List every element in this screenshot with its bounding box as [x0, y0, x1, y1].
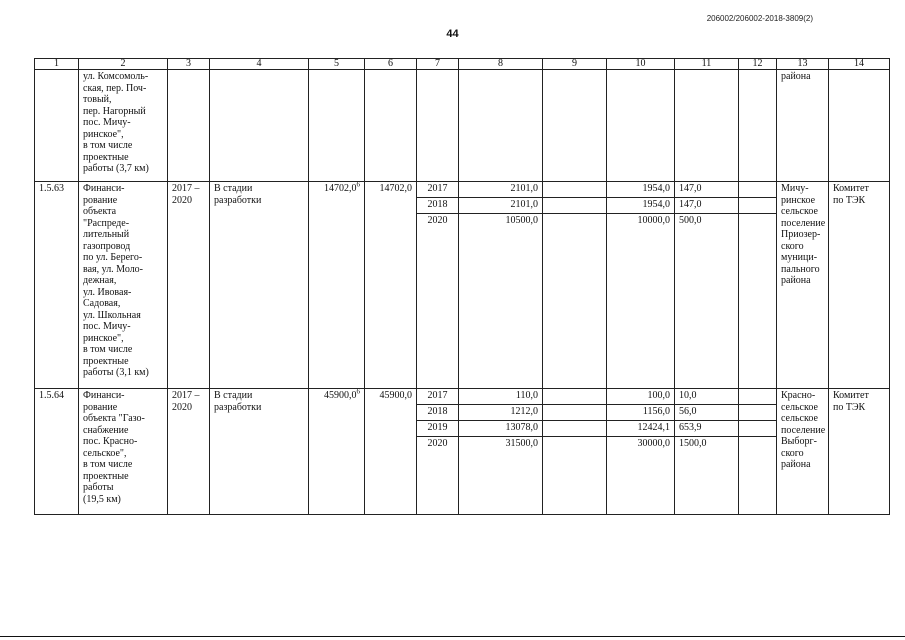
table-row: [35, 182, 890, 198]
cost-cell: 14702,0: [365, 182, 417, 389]
local-budget-cell: 147,0: [675, 182, 739, 198]
cell-empty: [543, 198, 607, 214]
column-header: 8: [459, 59, 543, 70]
column-header: 6: [365, 59, 417, 70]
year-cell: 2018: [417, 198, 459, 214]
column-header: 13: [777, 59, 829, 70]
program-table: [34, 58, 890, 515]
regional-budget-cell: 1156,0: [607, 405, 675, 421]
amount-cell: 31500,0: [459, 437, 543, 515]
cell-empty: [607, 70, 675, 182]
regional-budget-cell: 10000,0: [607, 214, 675, 389]
year-cell: 2019: [417, 421, 459, 437]
column-header: 5: [309, 59, 365, 70]
year-cell: 2017: [417, 389, 459, 405]
object-name-cell: ул. Комсомоль- ская, пер. Поч- товый, пер. Нагорный пос. Мичу- ринское", в том числе проектные работы (3,7 км): [79, 70, 168, 182]
status-cell: В стадии разработки: [210, 182, 309, 389]
regional-budget-cell: 1954,0: [607, 198, 675, 214]
cell-empty: [739, 70, 777, 182]
responsible-cell: Комитет по ТЭК: [829, 182, 890, 389]
object-name-cell: Финанси- рование объекта "Распреде- лительный газопровод по ул. Берего- вая, ул. Моло- дежная, ул. Ивовая- Садовая, ул. Школьная пос. Мичу- ринское", в том числе проектные работы (3,1 км): [79, 182, 168, 389]
amount-cell: 110,0: [459, 389, 543, 405]
cell-empty: [543, 214, 607, 389]
row-id-cell: 1.5.64: [35, 389, 79, 515]
cell-empty: [543, 389, 607, 405]
status-cell: В стадии разработки: [210, 389, 309, 515]
local-budget-cell: 500,0: [675, 214, 739, 389]
column-header: 11: [675, 59, 739, 70]
amount-cell: 13078,0: [459, 421, 543, 437]
cell-empty: [543, 182, 607, 198]
amount-cell: 2101,0: [459, 198, 543, 214]
local-budget-cell: 653,9: [675, 421, 739, 437]
total-cost-value: 14702,0: [324, 183, 357, 194]
object-name-cell: Финанси- рование объекта "Газо- снабжение пос. Красно- сельское", в том числе проектные работы (19,5 км): [79, 389, 168, 515]
responsible-cell: Комитет по ТЭК: [829, 389, 890, 515]
period-cell: 2017 – 2020: [168, 389, 210, 515]
scan-edge-line: [0, 636, 905, 637]
cell-empty: [210, 70, 309, 182]
column-header: 4: [210, 59, 309, 70]
cell-empty: [675, 70, 739, 182]
cell-empty: [309, 70, 365, 182]
column-header: 12: [739, 59, 777, 70]
regional-budget-cell: 1954,0: [607, 182, 675, 198]
cell-empty: [168, 70, 210, 182]
local-budget-cell: 56,0: [675, 405, 739, 421]
cell-empty: [543, 437, 607, 515]
cell-empty: [739, 437, 777, 515]
table-row: [35, 389, 890, 405]
footnote-mark: 6: [356, 388, 360, 396]
column-header: 3: [168, 59, 210, 70]
executor-cell: района: [777, 70, 829, 182]
executor-cell: Красно- сельское сельское поселение Выборг- ского района: [777, 389, 829, 515]
cell-empty: [543, 421, 607, 437]
regional-budget-cell: 100,0: [607, 389, 675, 405]
document-id: 206002/206002-2018-3809(2): [706, 14, 813, 23]
year-cell: 2020: [417, 214, 459, 389]
cell-empty: [459, 70, 543, 182]
year-cell: 2017: [417, 182, 459, 198]
continuation-row: [35, 70, 890, 182]
column-header: 10: [607, 59, 675, 70]
column-header: 1: [35, 59, 79, 70]
total-cost-cell: [309, 182, 365, 389]
column-header: 7: [417, 59, 459, 70]
amount-cell: 2101,0: [459, 182, 543, 198]
amount-cell: 1212,0: [459, 405, 543, 421]
cell-empty: [543, 405, 607, 421]
cell-empty: [35, 70, 79, 182]
amount-cell: 10500,0: [459, 214, 543, 389]
total-cost-value: 45900,0: [324, 390, 357, 401]
page-number: 44: [446, 28, 459, 40]
executor-cell: Мичу- ринское сельское поселение Приозер- ского муници- пального района: [777, 182, 829, 389]
cost-cell: 45900,0: [365, 389, 417, 515]
cell-empty: [739, 405, 777, 421]
local-budget-cell: 1500,0: [675, 437, 739, 515]
cell-empty: [739, 198, 777, 214]
footnote-mark: 6: [356, 181, 360, 189]
period-cell: 2017 – 2020: [168, 182, 210, 389]
cell-empty: [739, 389, 777, 405]
column-header: 9: [543, 59, 607, 70]
column-header: 14: [829, 59, 890, 70]
local-budget-cell: 10,0: [675, 389, 739, 405]
regional-budget-cell: 30000,0: [607, 437, 675, 515]
local-budget-cell: 147,0: [675, 198, 739, 214]
cell-empty: [543, 70, 607, 182]
year-cell: 2020: [417, 437, 459, 515]
row-id-cell: 1.5.63: [35, 182, 79, 389]
column-number-row: [35, 59, 890, 70]
regional-budget-cell: 12424,1: [607, 421, 675, 437]
cell-empty: [739, 214, 777, 389]
cell-empty: [829, 70, 890, 182]
cell-empty: [365, 70, 417, 182]
column-header: 2: [79, 59, 168, 70]
cell-empty: [739, 182, 777, 198]
year-cell: 2018: [417, 405, 459, 421]
total-cost-cell: [309, 389, 365, 515]
cell-empty: [417, 70, 459, 182]
cell-empty: [739, 421, 777, 437]
